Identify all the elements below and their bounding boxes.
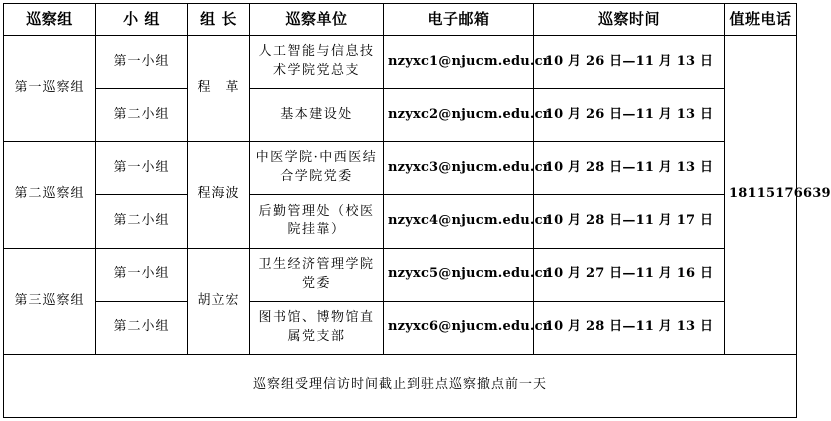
header-group: 巡察组 <box>4 4 96 36</box>
email-address: nzyxc4@njucm.edu.cn <box>384 195 534 248</box>
table-row <box>4 142 797 195</box>
inspection-schedule-table <box>3 3 831 418</box>
inspected-unit: 图书馆、博物馆直属党支部 <box>250 301 384 354</box>
group-name: 第一巡察组 <box>4 36 96 142</box>
subgroup-name: 第一小组 <box>96 142 188 195</box>
header-leader: 组 长 <box>188 4 250 36</box>
inspected-unit: 中医学院·中西医结合学院党委 <box>250 142 384 195</box>
table-row <box>4 301 797 354</box>
subgroup-name: 第二小组 <box>96 89 188 142</box>
subgroup-name: 第二小组 <box>96 301 188 354</box>
group-name: 第三巡察组 <box>4 248 96 354</box>
inspected-unit: 基本建设处 <box>250 89 384 142</box>
group-name: 第二巡察组 <box>4 142 96 248</box>
table-row <box>4 89 797 142</box>
header-subgroup: 小 组 <box>96 4 188 36</box>
header-unit: 巡察单位 <box>250 4 384 36</box>
table-row <box>4 195 797 248</box>
inspection-period: 10 月 27 日—11 月 16 日 <box>534 248 725 301</box>
petition-deadline-note: 巡察组受理信访时间截止到驻点巡察撤点前一天 <box>4 354 797 417</box>
header-phone: 值班电话 <box>725 4 797 36</box>
email-address: nzyxc1@njucm.edu.cn <box>384 36 534 89</box>
email-address: nzyxc6@njucm.edu.cn <box>384 301 534 354</box>
group-leader: 程海波 <box>188 142 250 248</box>
table-row <box>4 248 797 301</box>
inspection-period: 10 月 26 日—11 月 13 日 <box>534 89 725 142</box>
inspection-period: 10 月 28 日—11 月 13 日 <box>534 301 725 354</box>
subgroup-name: 第一小组 <box>96 36 188 89</box>
inspection-period: 10 月 28 日—11 月 17 日 <box>534 195 725 248</box>
duty-phone: 18115176639 <box>725 36 797 355</box>
inspection-period: 10 月 26 日—11 月 13 日 <box>534 36 725 89</box>
inspected-unit: 后勤管理处（校医院挂靠） <box>250 195 384 248</box>
inspection-period: 10 月 28 日—11 月 13 日 <box>534 142 725 195</box>
email-address: nzyxc5@njucm.edu.cn <box>384 248 534 301</box>
email-address: nzyxc3@njucm.edu.cn <box>384 142 534 195</box>
inspected-unit: 卫生经济管理学院党委 <box>250 248 384 301</box>
inspected-unit: 人工智能与信息技术学院党总支 <box>250 36 384 89</box>
subgroup-name: 第二小组 <box>96 195 188 248</box>
header-period: 巡察时间 <box>534 4 725 36</box>
group-leader: 程 革 <box>188 36 250 142</box>
email-address: nzyxc2@njucm.edu.cn <box>384 89 534 142</box>
subgroup-name: 第一小组 <box>96 248 188 301</box>
header-row <box>4 4 797 36</box>
group-leader: 胡立宏 <box>188 248 250 354</box>
note-row <box>4 354 797 417</box>
table-row <box>4 36 797 89</box>
header-email: 电子邮箱 <box>384 4 534 36</box>
